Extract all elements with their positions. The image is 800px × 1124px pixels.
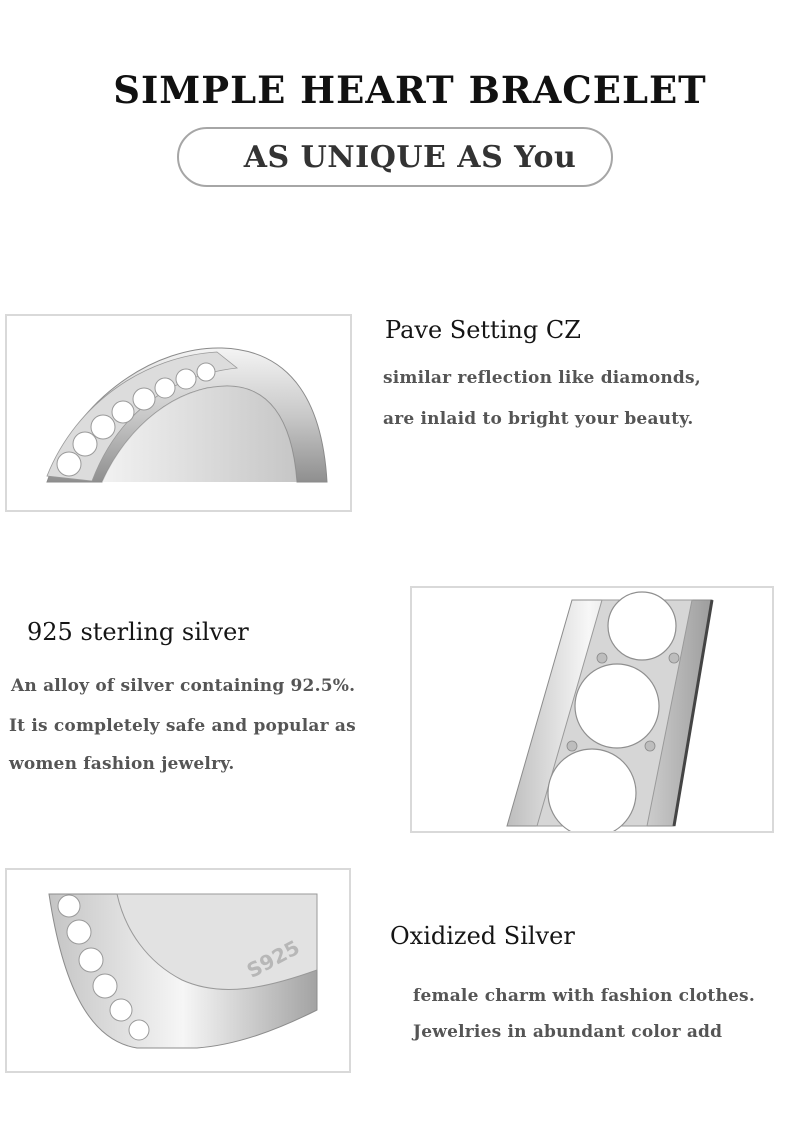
tagline-text: AS UNIQUE AS You — [243, 139, 577, 175]
feature-heading: 925 sterling silver — [27, 618, 249, 646]
ring-photo-pave — [5, 314, 352, 512]
tagline-badge — [177, 127, 613, 187]
feature-line: are inlaid to bright your beauty. — [383, 409, 694, 429]
feature-line: similar reflection like diamonds, — [383, 368, 701, 388]
ring-photo-closeup — [410, 586, 774, 833]
feature-line: female charm with fashion clothes. — [413, 986, 755, 1006]
feature-line: It is completely safe and popular as — [9, 716, 356, 736]
feature-line: Jewelries in abundant color add — [413, 1022, 723, 1042]
feature-line: An alloy of silver containing 92.5%. — [11, 676, 356, 696]
feature-heading: Oxidized Silver — [390, 922, 575, 950]
ring-engraving-text: S925 — [242, 935, 304, 983]
feature-line: women fashion jewelry. — [9, 754, 235, 774]
page-title: SIMPLE HEART BRACELET — [113, 68, 707, 112]
ring-photo-engraving — [5, 868, 351, 1073]
feature-heading: Pave Setting CZ — [385, 316, 581, 344]
